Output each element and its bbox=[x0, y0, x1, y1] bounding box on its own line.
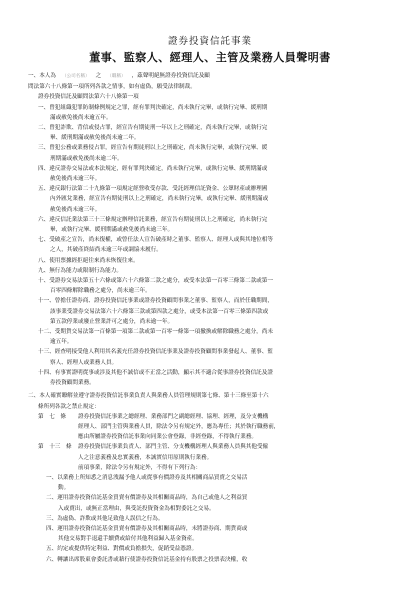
list-item: 滿或赦免後尚未逾五年。 bbox=[50, 114, 112, 121]
list-item: 赦免後尚未逾三年。 bbox=[50, 176, 101, 183]
list-item: 十四、有事實證明從事或涉及其他不誠信或不正當之活動，顯示其不適合從事證券投資信託及證 bbox=[38, 369, 273, 376]
article-text: 經理人、部門主管與業務人員，除法令另有規定外，應為專任；其於執行職務前， bbox=[78, 423, 280, 430]
list-item: 十、受證券交易法第五十六條或第六十六條第二款之處分，或受本法第一百零三條第二款或第一 bbox=[38, 278, 273, 285]
list-item: 八、使用票據經拒絕往來尚未恢復往來。 bbox=[38, 257, 139, 264]
list-item: 七、受破產之宣告，尚未復權，或曾任法人宣告破產時之董事、監察人、經理人或與其地位相等 bbox=[38, 237, 273, 244]
law-reference: 證券投資信託及顧問法第六十八條第一項 bbox=[38, 94, 139, 101]
list-item: 畢、緩刑期滿或赦免後尚未逾二年。 bbox=[50, 135, 140, 142]
article-text: 前項事業，除法令另有規定外，不得有下列行為： bbox=[78, 464, 202, 471]
list-item: 察人、經理人或業務人員。 bbox=[50, 359, 118, 366]
list-item: 之人，其破產終結尚未逾三年或調協未履行。 bbox=[50, 247, 162, 254]
list-item: 第五款停業或廢止營業許可之處分，尚未逾一年。 bbox=[50, 318, 174, 325]
article-text: 證券投資信託事業之總經理、業務部門之副總經理、協理、經理，及分支機構 bbox=[78, 413, 269, 420]
document-title: 證券投資信託事業 bbox=[167, 36, 252, 47]
company-name-blank: （公司名稱） bbox=[61, 74, 90, 79]
article-row bbox=[28, 463, 402, 473]
sub-item: 一、以業務上所知悉之消息洩漏予他人或從事有價證券及其相關商品買賣之交易活 bbox=[46, 474, 248, 481]
list-item: 畢，或執行完畢、緩刑期滿或赦免後尚未逾三年。 bbox=[50, 227, 174, 234]
article-row bbox=[28, 422, 402, 432]
list-item: 六、違反信託業法第三十三條規定辦理信託業務，經宣告有期徒刑以上之刑確定，尚未執行完 bbox=[38, 216, 268, 223]
list-item: 二、曾犯詐欺、背信或侵占罪，經宣告有期徒刑一年以上之刑確定，尚未執行完畢，或執行完 bbox=[38, 125, 268, 132]
article-number: 第 十三 條 bbox=[38, 444, 72, 451]
article-row bbox=[28, 442, 402, 452]
section-two-heading-cont: 條所列各款之禁止規定： bbox=[38, 403, 100, 410]
list-item: 該事業受證券交易法第六十六條第三款或第四款之處分，或受本法第一百零三條第四款或 bbox=[50, 308, 269, 315]
document-subtitle: 董事、監察人、經理人、主管及業務人員聲明書 bbox=[89, 51, 331, 64]
article-number bbox=[28, 463, 78, 473]
intro-line bbox=[28, 71, 402, 82]
list-item: 刑期滿或赦免後尚未逾二年。 bbox=[50, 155, 123, 162]
sub-item: 六、轉讓出席股東會委託書或藉行使證券投資信託基金持有股票之投票表決權，收 bbox=[46, 556, 248, 563]
list-item: 十三、經查明接受他人利用其名義充任證券投資信託事業及證券投資顧問事業發起人、董事、監 bbox=[38, 349, 273, 356]
article-number bbox=[28, 432, 78, 442]
article-row bbox=[28, 412, 402, 422]
sub-item: 三、為虛偽、詐欺或其他足致他人誤信之行為。 bbox=[46, 515, 164, 522]
document-body bbox=[28, 71, 402, 565]
article-number bbox=[28, 422, 78, 432]
article-number bbox=[28, 453, 78, 463]
article-text: 證券投資信託事業負責人、部門主管、分支機構經理人與業務人員與其他受僱 bbox=[78, 444, 269, 451]
intro-tail: ，茲聲明絕無證券投資信託及顧 bbox=[131, 73, 210, 79]
intro-line-2: 問法第六十八條第一項所列各款之情事，如有虛偽，願受法律制裁。 bbox=[28, 84, 196, 91]
sub-item: 入或賣出，或無正當理由，與受託投資資金為相對委託之交易。 bbox=[58, 505, 215, 512]
article-row bbox=[28, 453, 402, 463]
sub-item: 其他交易對手退還手續費或給付其他利益歸入基金資產。 bbox=[58, 536, 198, 543]
list-item: 三、曾犯公務或業務侵占罪，經宣告有期徒刑以上之刑確定，尚未執行完畢，或執行完畢、緩 bbox=[38, 145, 268, 152]
section-two-heading: 二、本人確實瞭解並遵守證券投資信託事業負責人與業務人員管理規則第七條、第十三條至第十六 bbox=[28, 393, 269, 400]
sub-item: 四、運用證券投資信託基金買賣有價證券及其相關商品時，未將證券商、期貨商或 bbox=[46, 525, 248, 532]
sub-item: 五、約定或提供特定利益、對價或負擔損失，促銷受益憑證。 bbox=[46, 546, 198, 553]
list-item: 十一、曾擔任證券商、證券投資信託事業或證券投資顧問事業之董事、監察人，而於任職期間， bbox=[38, 298, 273, 305]
list-item: 五、違反銀行法第二十九條第一項規定經營收受存款、受託經理信託資金、公眾財產或辦理國 bbox=[38, 186, 268, 193]
list-item: 券投資顧問業務。 bbox=[50, 380, 95, 387]
list-item: 內外匯兌業務，經宣告有期徒刑以上之刑確定，尚未執行完畢，或執行完畢、緩刑期滿或 bbox=[50, 196, 269, 203]
intro-lead: 一、本人為 bbox=[28, 73, 56, 79]
article-text: 人之注意義務及忠實義務，本誠實信用原則執行業務。 bbox=[78, 454, 213, 461]
list-item: 赦免後尚未逾三年。 bbox=[50, 206, 101, 213]
article-row bbox=[28, 432, 402, 442]
article-text: 應由所屬證券投資信託事業向同業公會登錄，非經登錄，不得執行業務。 bbox=[78, 434, 258, 441]
sub-item: 二、運用證券投資信託基金買賣有價證券及其相關商品時，為自己或他人之利益買 bbox=[46, 495, 248, 502]
list-item: 一、曾犯組織犯罪防制條例規定之罪，經有罪判決確定，尚未執行完畢，或執行完畢、緩刑期 bbox=[38, 104, 268, 111]
sub-item: 動。 bbox=[58, 485, 70, 492]
job-title-blank: （職稱） bbox=[107, 74, 126, 79]
list-item: 十二、受期貨交易法第一百條第一項第二款或第一百零一條第一項撤換或解除職務之處分，尚未 bbox=[38, 329, 273, 336]
article-number: 第 七 條 bbox=[38, 413, 66, 420]
list-item: 九、無行為能力或限制行為能力。 bbox=[38, 267, 122, 274]
list-item: 四、違反證券交易法或本法規定，經有罪判決確定，尚未執行完畢，或執行完畢、緩刑期滿或 bbox=[38, 165, 268, 172]
list-item: 百零四條解除職務之處分，尚未逾三年。 bbox=[50, 288, 151, 295]
list-item: 逾五年。 bbox=[50, 339, 73, 346]
intro-mid: 之 bbox=[95, 73, 102, 79]
